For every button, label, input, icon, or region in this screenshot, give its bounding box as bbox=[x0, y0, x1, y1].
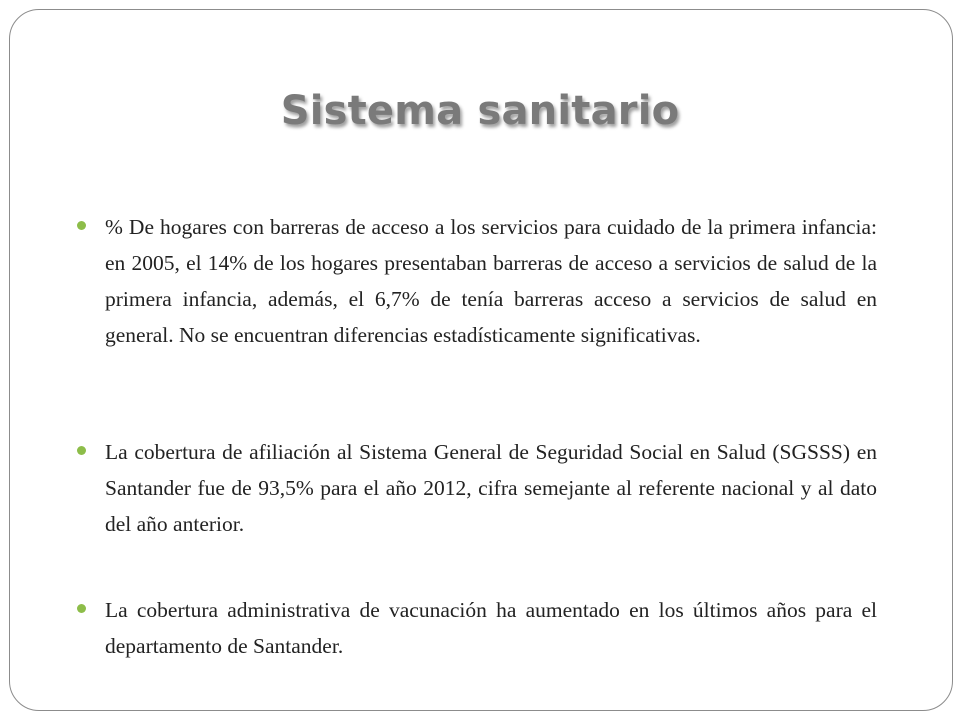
slide-title: Sistema sanitario bbox=[280, 88, 680, 134]
bullet-text: La cobertura administrativa de vacunación ha aumentado en los últimos años para el departamento de Santander. bbox=[105, 598, 877, 658]
bullet-dot-icon bbox=[77, 221, 86, 230]
bullet-dot-icon bbox=[77, 604, 86, 613]
bullet-text: La cobertura de afiliación al Sistema General de Seguridad Social en Salud (SGSSS) en Santander fue de 93,5% para el año 2012, cifra semejante al referente nacional y al dato del año anterior. bbox=[105, 440, 877, 536]
bullet-text: % De hogares con barreras de acceso a los servicios para cuidado de la primera infancia: en 2005, el 14% de los hogares presentaban barreras de acceso a servicios de salud de la primera infancia, además, el 6,7% de tenía barreras acceso a servicios de salud en general. No se encuentran diferencias estadísticamente significativas. bbox=[105, 215, 877, 347]
bullet-dot-icon bbox=[77, 446, 86, 455]
